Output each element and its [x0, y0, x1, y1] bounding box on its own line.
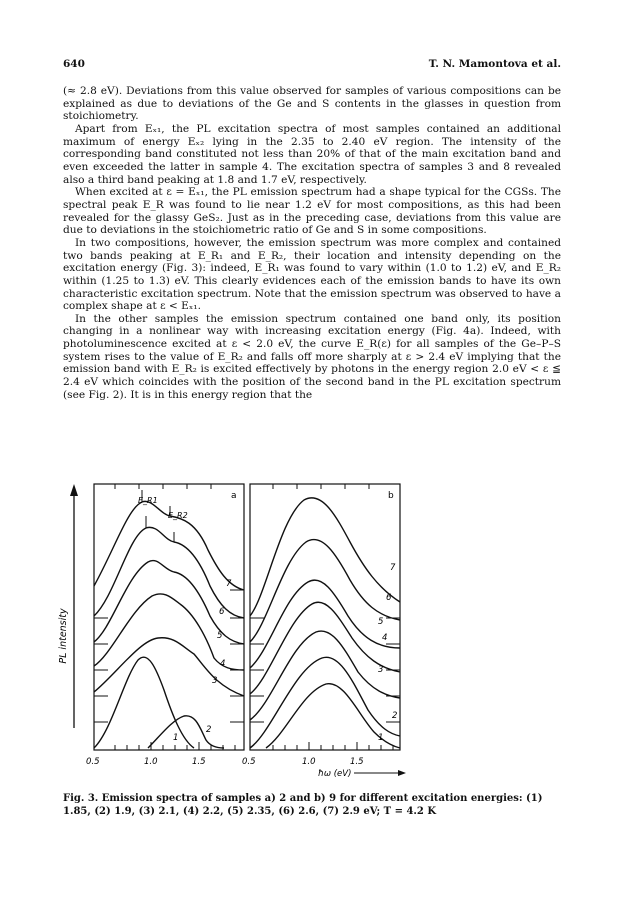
curve-1: [94, 657, 194, 748]
paragraph: In the other samples the emission spectrum contained one band only, its position changing in a nonlinear way with increasing excitation energy (Fig. 4a). Indeed, with photoluminescence excited at ε < 2.0 eV, the curve E_R(ε) for all samples of the Ge–P–S system rises to the value of E_R₂ and falls off more sharply at ε > 2.4 eV implying that the emission band with E_R₂ is excited effectively by photons in the energy region 2.0 eV < ε ≦ 2.4 eV which coincides with the position of the second band in the PL excitation spectrum (see Fig. 2). It is in this energy region that the: [63, 312, 561, 401]
curve-2: [148, 716, 224, 748]
body-text: [63, 85, 561, 401]
tick-b-1: 1.0: [302, 757, 316, 767]
x-axis-label: ħω (eV): [318, 769, 352, 779]
figure-emission-spectra: [60, 478, 432, 778]
curve-label-1: 1: [378, 733, 384, 743]
paragraph: In two compositions, however, the emission spectrum was more complex and contained two bands peaking at E_R₁ and E_R₂, their location and intensity depending on the excitation energy (Fig. 3): indeed, E_R₁ was found to vary within (1.0 to 1.2) eV, and E_R₂ within (1.25 to 1.3) eV. This clearly evidences each of the emission bands to have its own characteristic excitation spectrum. Note that the emission spectrum was observed to have a complex shape at ε < Eₓ₁.: [63, 236, 561, 313]
panel-b-curve-labels: [378, 563, 397, 743]
curve-label-5: 5: [378, 617, 384, 627]
page-header: [63, 58, 561, 74]
panel-a-curve-labels: [173, 579, 232, 743]
curve-label-1: 1: [173, 733, 179, 743]
curve-label-5: 5: [217, 631, 223, 641]
curve-label-3: 3: [378, 665, 384, 675]
panel-b-ticks: [250, 484, 393, 750]
curve-label-2: 2: [392, 711, 398, 721]
curve-label-7: 7: [390, 563, 396, 573]
y-axis-arrow-head: [70, 484, 78, 496]
page-number: 640: [63, 58, 85, 70]
peak-label-er2: E_R2: [168, 511, 188, 520]
panel-a-curves: [94, 501, 244, 748]
panel-a-label: a: [231, 491, 237, 501]
peak-label-er1: E_R1: [138, 496, 158, 505]
paragraph: (≈ 2.8 eV). Deviations from this value observed for samples of various compositions can be explained as due to deviations of the Ge and S contents in the glasses in question from stoichiometry.: [63, 85, 561, 123]
tick-a-0: 0.5: [86, 757, 100, 767]
curve-label-4: 4: [382, 633, 388, 643]
tick-a-1: 1.0: [144, 757, 158, 767]
panel-b: [250, 484, 400, 750]
panel-b-label: b: [388, 491, 394, 501]
x-tick-labels: [86, 757, 364, 767]
tick-b-2: 1.5: [350, 757, 364, 767]
tick-a-2: 1.5: [192, 757, 206, 767]
tick-b-0: 0.5: [242, 757, 256, 767]
x-axis-arrow-head: [398, 770, 406, 776]
curve-label-7: 7: [226, 579, 232, 589]
curve-4: [250, 602, 400, 694]
y-axis-label: PL intensity: [58, 608, 69, 664]
paragraph: When excited at ε = Eₓ₁, the PL emission spectrum had a shape typical for the CGSs. The spectral peak E_R was found to lie near 1.2 eV for most compositions, as this had been revealed for the glassy GeS₂. Just as in the preceding case, deviations from this value are due to deviations in the stoichiometric ratio of Ge and S in some compositions.: [63, 186, 561, 237]
curve-label-3: 3: [212, 676, 218, 686]
curve-label-6: 6: [219, 607, 225, 617]
curve-label-4: 4: [220, 659, 226, 669]
curve-label-2: 2: [206, 725, 212, 735]
figure-caption: Fig. 3. Emission spectra of samples a) 2 and b) 9 for different excitation energies: (1) 1.85, (2) 1.9, (3) 2.1, (4) 2.2, (5) 2.35, (6) 2.6, (7) 2.9 eV; T = 4.2 K: [63, 793, 543, 817]
curve-label-6: 6: [386, 593, 392, 603]
running-head: T. N. Mamontova et al.: [428, 58, 561, 70]
paragraph: Apart from Eₓ₁, the PL excitation spectra of most samples contained an additional maximum of energy Eₓ₂ lying in the 2.35 to 2.40 eV region. The intensity of the corresponding band constituted not less than 20% of that of the main excitation band and even exceeded the latter in sample 4. The excitation spectra of samples 3 and 8 revealed also a third band peaking at 1.8 and 1.7 eV, respectively.: [63, 122, 561, 186]
panel-a-frame: [94, 484, 244, 750]
panel-a: [94, 484, 244, 750]
